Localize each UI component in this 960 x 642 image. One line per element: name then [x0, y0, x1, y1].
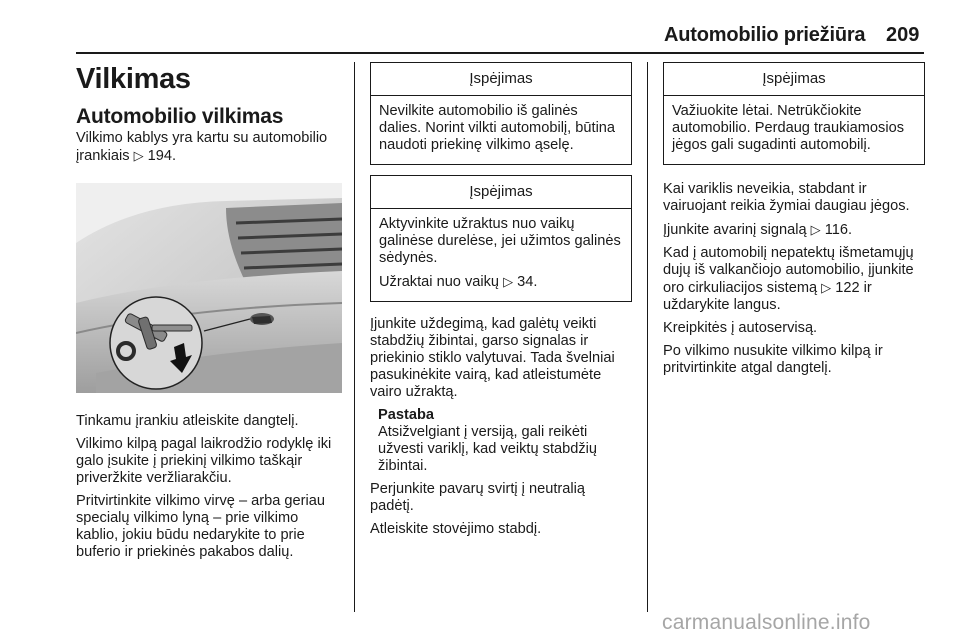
paragraph-ignition: Įjunkite uždegimą, kad galėtų veikti stabdžių žibintai, garso signalas ir priekinio stiklo valytuvai. Tada švelniai pasukinėkite vairą, kad atleistumėte vairo užraktą.: [370, 316, 615, 400]
recirculation-text: Kad į automobilį nepatektų išmetamųjų dujų iš valkančiojo automobilio, įjunkite oro cirkuliacijos sistemą: [663, 245, 914, 296]
warning-title: Įspėjimas: [371, 176, 631, 209]
recirculation-tail: ir uždarykite langus.: [663, 280, 872, 313]
intro-text: Vilkimo kablys yra kartu su automobilio įrankiais: [76, 130, 328, 164]
section-heading: Vilkimas: [76, 63, 191, 95]
paragraph-screw-eye: Vilkimo kilpą pagal laikrodžio rodyklę iki galo įsukite į priekinį vilkimo taškąir priveržkite veržliarakčiu.: [76, 436, 332, 486]
arrow-ref-icon: ▷: [821, 280, 832, 295]
warning-box-drive-slowly: [663, 62, 925, 165]
note-title: Pastaba: [378, 407, 434, 423]
subsection-heading: Automobilio vilkimas: [76, 105, 284, 128]
recirculation-page-ref[interactable]: 122: [835, 280, 860, 296]
paragraph-after-towing: Po vilkimo nusukite vilkimo kilpą ir pritvirtinkite atgal dangtelį.: [663, 343, 883, 376]
warning-body: [664, 96, 924, 164]
warning-text: Nevilkite automobilio iš galinės dalies. Norint vilkti automobilį, būtina naudoti priekinę vilkimo ąselę.: [379, 103, 616, 153]
paragraph-engine-off: Kai variklis neveikia, stabdant ir vairuojant reikia žymiai daugiau jėgos.: [663, 181, 910, 214]
arrow-ref-icon: ▷: [810, 222, 821, 237]
warning-ref-text: Užraktai nuo vaikų: [379, 274, 504, 290]
paragraph-parking-brake: Atleiskite stovėjimo stabdį.: [370, 521, 542, 537]
warning-title: Įspėjimas: [664, 63, 924, 96]
arrow-ref-icon: ▷: [503, 274, 514, 289]
warning-box-rear-towing: [370, 62, 632, 165]
warning-ref-line: [379, 273, 623, 291]
hazard-page-ref[interactable]: 116.: [824, 222, 853, 238]
note-body: Atsižvelgiant į versiją, gali reikėti užvesti variklį, kad veiktų stabdžių žibintai.: [378, 424, 597, 474]
arrow-ref-icon: ▷: [133, 148, 144, 163]
warning-body: [371, 209, 631, 301]
column-2: [370, 62, 632, 544]
warning-body: [371, 96, 631, 164]
column-1: [76, 62, 342, 567]
paragraph-attach-rope: Pritvirtinkite vilkimo virvę – arba geriau specialų vilkimo lyną – prie vilkimo kablio, jokiu būdu nedarykite to prie buferio ir priekinės pakabos dalių.: [76, 493, 325, 560]
warning-box-child-locks: [370, 175, 632, 302]
hazard-text: Įjunkite avarinį signalą: [663, 222, 811, 238]
column-divider-2: [647, 62, 648, 612]
intro-paragraph: [76, 130, 342, 165]
warning-title: Įspėjimas: [371, 63, 631, 96]
paragraph-neutral: Perjunkite pavarų svirtį į neutralią padėtį.: [370, 481, 585, 514]
warning-page-ref[interactable]: 34.: [517, 274, 538, 290]
column-3: [663, 62, 925, 383]
page-number: 209: [886, 24, 920, 46]
intro-page-ref[interactable]: 194.: [147, 148, 177, 164]
watermark: carmanualsonline.info: [662, 611, 871, 634]
paragraph-air-recirculation: [663, 245, 925, 314]
warning-text: Aktyvinkite užraktus nuo vaikų galinėse durelėse, jei užimtos galinės sėdynės.: [379, 216, 621, 266]
warning-text: Važiuokite lėtai. Netrūkčiokite automobilio. Perdaug traukiamosios jėgos gali sugadinti automobilį.: [672, 103, 905, 153]
paragraph-service: Kreipkitės į autoservisą.: [663, 320, 818, 336]
car-front-illustration: [76, 183, 342, 393]
towing-eye-illustration: [76, 183, 342, 393]
running-header-title: Automobilio priežiūra: [664, 24, 866, 46]
header-rule: [76, 52, 924, 54]
column-divider-1: [354, 62, 355, 612]
paragraph-hazard: [663, 221, 925, 239]
paragraph-remove-cover: Tinkamu įrankiu atleiskite dangtelį.: [76, 413, 299, 429]
